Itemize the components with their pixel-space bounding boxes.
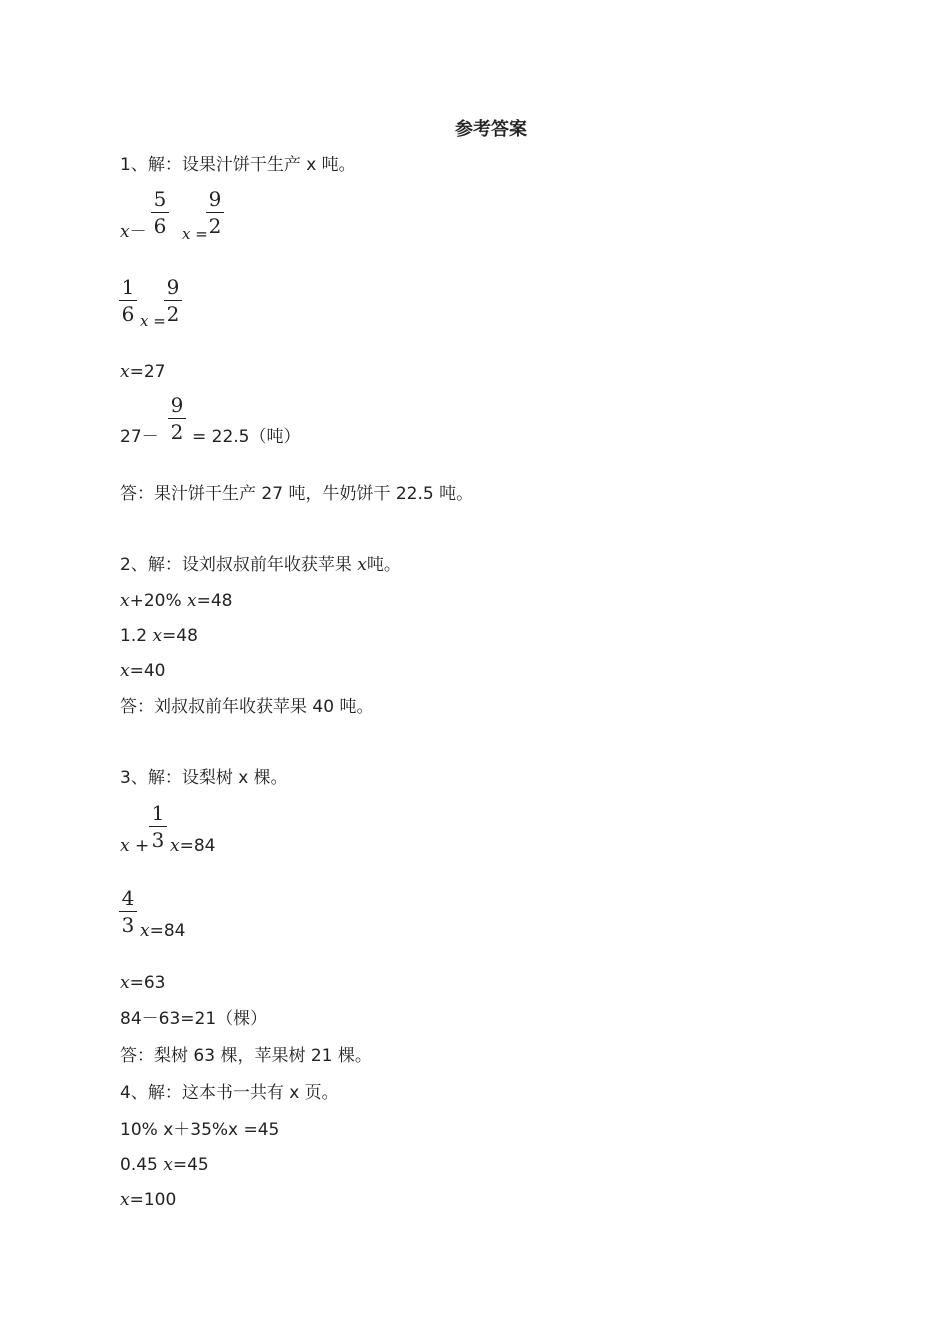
denominator: 3 (151, 828, 165, 852)
variable-x: x (120, 836, 130, 856)
variable-x: x (140, 921, 150, 941)
variable-x: x (182, 225, 191, 243)
denominator: 2 (208, 214, 222, 238)
variable-x: x (140, 312, 149, 330)
q1-eq4-post: = 22.5（吨） (192, 427, 301, 447)
fraction-5-6 (149, 187, 171, 238)
variable-x: x (187, 591, 197, 611)
q4-eq2 (120, 1154, 209, 1176)
variable-x: x (120, 973, 130, 993)
q3-eq1-lhs (120, 835, 149, 857)
numerator: 1 (121, 275, 135, 299)
equation-rest: =63 (129, 973, 166, 993)
q1-eq1 (120, 221, 147, 243)
variable-x: x (120, 591, 130, 611)
fraction-bar (119, 911, 137, 912)
fraction-9-2 (166, 393, 188, 444)
q2-eq2 (120, 625, 198, 647)
heading-unit: 吨。 (366, 555, 401, 575)
numerator: 1 (151, 801, 165, 825)
fraction-1-6 (117, 275, 139, 326)
q3-answer: 答：梨树 63 棵，苹果树 21 棵。 (120, 1046, 372, 1066)
variable-x: x (357, 555, 367, 575)
q3-eq2-rhs (140, 920, 185, 942)
q4-eq3 (120, 1189, 176, 1211)
numerator: 9 (166, 275, 180, 299)
equals-sign: = (153, 312, 166, 330)
equals-sign: = (195, 225, 208, 243)
fraction-9-2 (204, 187, 226, 238)
equation-rest: =100 (129, 1190, 177, 1210)
fraction-bar (168, 418, 186, 419)
numerator: 9 (170, 393, 184, 417)
q4-eq1: 10% x＋35%x =45 (120, 1120, 280, 1140)
q1-eq4-pre: 27－ (120, 427, 159, 447)
coefficient: 0.45 (120, 1155, 164, 1175)
equation-rest: =48 (162, 626, 198, 646)
variable-x: x (170, 836, 180, 856)
q2-heading (120, 554, 401, 576)
denominator: 2 (166, 302, 180, 326)
variable-x: x (163, 1155, 173, 1175)
fraction-bar (149, 826, 167, 827)
equation-rest: =27 (129, 362, 166, 382)
equation-rest: =84 (179, 836, 216, 856)
q4-heading: 4、解：这本书一共有 x 页。 (120, 1083, 339, 1103)
minus-sign: － (129, 222, 147, 242)
q1-answer: 答：果汁饼干生产 27 吨，牛奶饼干 22.5 吨。 (120, 484, 474, 504)
equation-rest: =84 (149, 921, 186, 941)
fraction-bar (119, 300, 137, 301)
q3-eq4: 84－63=21（棵） (120, 1009, 268, 1029)
variable-x: x (120, 1190, 130, 1210)
q3-heading: 3、解：设梨树 x 棵。 (120, 768, 288, 788)
numerator: 9 (208, 187, 222, 211)
plus-sign: + (135, 836, 150, 856)
q3-eq3 (120, 972, 165, 994)
variable-x: x (152, 626, 163, 646)
equation-mid: +20% (129, 591, 182, 611)
heading-text: 2、解：设刘叔叔前年收获苹果 (120, 555, 358, 575)
fraction-4-3 (117, 886, 139, 937)
fraction-1-3 (147, 801, 169, 852)
equation-rest: =40 (129, 661, 166, 681)
coefficient: 1.2 (120, 626, 153, 646)
equation-rest: =45 (172, 1155, 209, 1175)
page-title: 参考答案 (455, 119, 527, 140)
q3-eq1-rhs (170, 835, 215, 857)
variable-x: x (120, 362, 130, 382)
numerator: 5 (153, 187, 167, 211)
numerator: 4 (121, 886, 135, 910)
denominator: 6 (153, 214, 167, 238)
equation-rest: =48 (196, 591, 233, 611)
q2-answer: 答：刘叔叔前年收获苹果 40 吨。 (120, 697, 374, 717)
variable-x: x (120, 661, 130, 681)
fraction-bar (164, 300, 182, 301)
q2-eq3 (120, 660, 165, 682)
q2-eq1 (120, 590, 233, 612)
q1-heading: 1、解：设果汁饼干生产 x 吨。 (120, 155, 356, 175)
denominator: 2 (170, 420, 184, 444)
fraction-bar (151, 212, 169, 213)
denominator: 3 (121, 913, 135, 937)
q1-eq3 (120, 361, 165, 383)
variable-x: x (120, 222, 130, 242)
fraction-bar (206, 212, 224, 213)
denominator: 6 (121, 302, 135, 326)
fraction-9-2 (162, 275, 184, 326)
